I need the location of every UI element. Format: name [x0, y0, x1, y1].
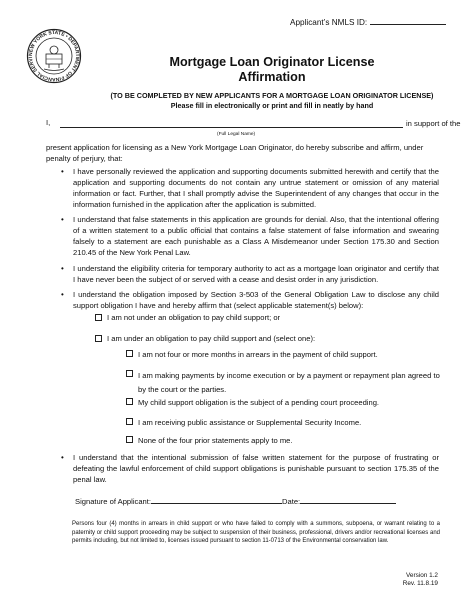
- arrears-footnote: Persons four (4) months in arrears in child support or who have failed to comply with a summons, subpoena, or warrant relating to a paternity or child support proceeding may be subject to suspension of their business, professional, drivers and/or recreational licenses and permits including, but not limited to, licenses issued pursuant to section 11-0713 of the Environmental conservation law.: [72, 521, 440, 545]
- public-assistance-checkbox[interactable]: [126, 418, 133, 425]
- signature-field[interactable]: [151, 496, 282, 504]
- obligated-label: I am under an obligation to pay child support and (select one):: [107, 334, 316, 343]
- nmls-id-label: Applicant’s NMLS ID:: [290, 18, 368, 27]
- making-payments-checkbox[interactable]: [126, 370, 133, 377]
- obligated-checkbox[interactable]: [95, 335, 102, 342]
- full-legal-name-field[interactable]: [60, 127, 403, 128]
- name-suffix: in support of the: [406, 119, 461, 128]
- nys-dfs-seal-icon: [26, 28, 82, 84]
- version-block: [403, 572, 438, 588]
- bullet-icon: •: [61, 264, 64, 273]
- public-assistance-label: I am receiving public assistance or Supplemental Security Income.: [138, 418, 362, 427]
- none-apply-checkbox[interactable]: [126, 436, 133, 443]
- none-apply-label: None of the four prior statements apply to me.: [138, 436, 293, 445]
- signature-row: [75, 496, 396, 506]
- bullet-icon: •: [61, 167, 64, 176]
- not-in-arrears-checkbox[interactable]: [126, 350, 133, 357]
- nmls-id-row: [290, 17, 446, 27]
- statement-review: I have personally reviewed the application and supporting documents submitted herewith and certify that the application and supporting documents do not contain any untrue statement or omission of any material information or fact. Further, that I shall promptly advise the Superintendent of any changes that occur in the information furnished in the application after the application is submitted.: [73, 167, 439, 209]
- signature-label: Signature of Applicant:: [75, 497, 151, 506]
- statement-penal-law: I understand that the intentional submission of false written statement for the purpose of frustrating or defeating the lawful enforcement of child support obligations is punishable pursuant to section 175.35 of the penal law.: [73, 453, 439, 484]
- pending-proceeding-checkbox[interactable]: [126, 398, 133, 405]
- pending-proceeding-label: My child support obligation is the subject of a pending court proceeding.: [138, 398, 380, 407]
- revision-date: Rev. 11.8.19: [402, 580, 438, 588]
- date-label: Date:: [282, 497, 301, 506]
- fill-instructions: Please fill in electronically or print and fill in neatly by hand: [170, 101, 374, 110]
- version-number: Version 1.2: [406, 572, 438, 579]
- not-obligated-label: I am not under an obligation to pay child support; or: [107, 313, 281, 322]
- form-subtitle: Affirmation: [238, 70, 306, 84]
- name-prefix: I,: [46, 118, 51, 127]
- completion-note: (TO BE COMPLETED BY NEW APPLICANTS FOR A MORTGAGE LOAN ORIGINATOR LICENSE): [110, 91, 434, 100]
- date-field[interactable]: [300, 496, 396, 504]
- statement-temporary-authority: I understand the eligibility criteria for temporary authority to act as a mortgage loan originator and certify that I have never been the subject of or served with a cease and desist order in any jurisdiction.: [73, 264, 439, 284]
- svg-text:NEW YORK STATE • DEPARTMENT OF: NEW YORK STATE • DEPARTMENT OF FINANCIAL SERVI: [27, 29, 81, 83]
- full-name-caption: (Full Legal Name): [217, 132, 256, 137]
- nmls-id-field[interactable]: [370, 17, 446, 25]
- statement-false-statements: I understand that false statements in this application are grounds for denial. Also, that the intentional offering of a written statement to a public official that contains a false statement of false information and swearing falsely to a statement are each punishable as a Class A Misdemeanor under Section 175.30 and Section 210.45 of the New York Penal Law.: [73, 215, 439, 257]
- not-in-arrears-label: I am not four or more months in arrears in the payment of child support.: [138, 350, 378, 359]
- making-payments-label: I am making payments by income execution or by a payment or repayment plan agreed to by the court or the parties.: [138, 371, 440, 394]
- bullet-icon: •: [61, 453, 64, 462]
- full-name-row: [46, 118, 461, 130]
- form-title: Mortgage Loan Originator License: [169, 55, 375, 69]
- bullet-icon: •: [61, 215, 64, 224]
- not-obligated-checkbox[interactable]: [95, 314, 102, 321]
- bullet-icon: •: [61, 290, 64, 299]
- statement-child-support: I understand the obligation imposed by Section 3-503 of the General Obligation Law to disclose any child support obligation I have and hereby affirm that (select applicable statement(s) below):: [73, 290, 439, 310]
- affirmation-intro: present application for licensing as a New York Mortgage Loan Originator, do hereby subscribe and affirm, under penalty of perjury, that:: [46, 143, 424, 163]
